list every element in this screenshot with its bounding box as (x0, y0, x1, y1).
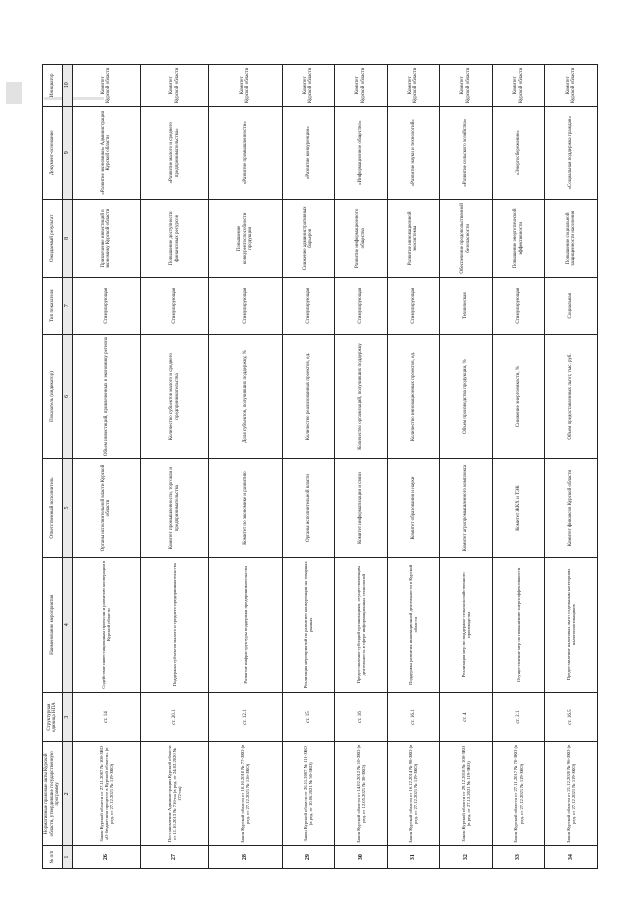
table-cell: Стимулирующая (72, 277, 140, 334)
header-cell: Ответственный исполнитель (43, 459, 63, 558)
table-cell: Развитие инновационной экосистемы (387, 199, 440, 277)
table-cell: Снижение энергоемкости, % (492, 334, 545, 458)
table-cell: Повышение социальной защищенности населения (545, 199, 598, 277)
table-cell: ст. 12.1 (209, 692, 282, 742)
scan-speck (6, 82, 22, 104)
table-cell: Закон Курской области от 27.11.2007 № 108-ЗКО «О бюджетном процессе в Курской области» (в ред. от 27.12.2021 № 119-ЗКО) (72, 742, 140, 846)
header-cell: Наименование мероприятия (43, 557, 63, 692)
table-row (209, 65, 282, 869)
column-number-row (62, 65, 72, 869)
table-cell: Социальная (545, 277, 598, 334)
table-cell: ст. 20.1 (141, 692, 209, 742)
program-table (42, 64, 598, 869)
table-cell: Объем инвестиций, привлеченных в экономику региона (72, 334, 140, 458)
table-cell: Комитет промышленности, торговли и предпринимательства (141, 459, 209, 558)
header-cell: № п/п (43, 846, 63, 869)
table-cell: Комитет Курской области (545, 65, 598, 107)
table-cell: Снижение административных барьеров (282, 199, 335, 277)
header-cell: Ожидаемый результат (43, 199, 63, 277)
table-cell: «Социальная поддержка граждан» (545, 106, 598, 199)
table-cell: Реализация мер по поддержке сельскохозяйственного производства (440, 557, 493, 692)
table-cell: Закон Курской области от 21.12.2020 № 96-ЗКО (в ред. от 27.12.2021 № 119-ЗКО) (545, 742, 598, 846)
table-cell: Содействие инвестиционным проектам и развитию кооперации в Курской области (72, 557, 140, 692)
row-number-cell: 26 (72, 846, 140, 869)
table-cell: «Развитие промышленности» (209, 106, 282, 199)
table-cell: Объем производства продукции, % (440, 334, 493, 458)
table-cell: «Развитие сельского хозяйства» (440, 106, 493, 199)
table-cell: Комитет Курской области (141, 65, 209, 107)
header-cell: Показатель (индикатор) (43, 334, 63, 458)
table-cell: «Развитие малого и среднего предпринимательства» (141, 106, 209, 199)
table-cell: Стимулирующая (141, 277, 209, 334)
column-number: 7 (62, 277, 72, 334)
table-cell: Развитие инфраструктуры поддержки предпринимательства (209, 557, 282, 692)
table-cell: ст. 16 (335, 692, 388, 742)
row-number-cell: 34 (545, 846, 598, 869)
table-cell: Закон Курской области от 29.12.2018 № 108-ЗКО (в ред. от 27.12.2021 № 119-ЗКО) (440, 742, 493, 846)
column-number: 3 (62, 692, 72, 742)
table-cell: Комитет образования и науки (387, 459, 440, 558)
header-cell: Документ-основание (43, 106, 63, 199)
table-cell: Количество реализованных проектов, ед. (282, 334, 335, 458)
table-cell: Комитет Курской области (209, 65, 282, 107)
table-cell: Комитет информатизации и связи (335, 459, 388, 558)
table-cell: Закон Курской области от 18.10.2010 № 77-ЗКО (в ред. от 27.12.2021 № 116-ЗКО) (209, 742, 282, 846)
table-cell: Техническая (440, 277, 493, 334)
table-cell: Стимулирующая (335, 277, 388, 334)
table-cell: Постановление Администрации Курской области от 11.10.2013 № 716-па (в ред. от 24.02.2020 № 172-па) (141, 742, 209, 846)
table-cell: Доля субъектов, получивших поддержку, % (209, 334, 282, 458)
table-cell: Предоставление субсидий организациям, осуществляющим деятельность в сфере информационных технологий (335, 557, 388, 692)
table-row (72, 65, 140, 869)
table-cell: Комитет ЖКХ и ТЭК (492, 459, 545, 558)
column-number: 6 (62, 334, 72, 458)
column-number: 2 (62, 742, 72, 846)
column-number: 9 (62, 106, 72, 199)
table-cell: «Информационное общество» (335, 106, 388, 199)
table-cell: ст. 4 (440, 692, 493, 742)
table-cell: Привлечение инвестиций в экономику Курской области (72, 199, 140, 277)
table-cell: Повышение энергетической эффективности (492, 199, 545, 277)
column-number: 4 (62, 557, 72, 692)
table-cell: Объем предоставленных льгот, тыс. руб. (545, 334, 598, 458)
header-cell: Инициатор (43, 65, 63, 107)
table-cell: ст. 16.1 (387, 692, 440, 742)
table-cell: Повышение конкурентоспособности продукции (209, 199, 282, 277)
table-cell: Комитет финансов Курской области (545, 459, 598, 558)
row-number-cell: 31 (387, 846, 440, 869)
column-number: 10 (62, 65, 72, 107)
table-cell: Комитет Курской области (72, 65, 140, 107)
table-row (335, 65, 388, 869)
row-number-cell: 27 (141, 846, 209, 869)
row-number-cell: 29 (282, 846, 335, 869)
table-cell: Обеспечение продовольственной безопасности (440, 199, 493, 277)
table-row (387, 65, 440, 869)
table-cell: Закон Курской области от 14.02.2012 № 10-ЗКО (в ред. от 12.05.2021 № 38-ЗКО) (335, 742, 388, 846)
column-number: 8 (62, 199, 72, 277)
row-number-cell: 32 (440, 846, 493, 869)
table-cell: Поддержка субъектов малого и среднего предпринимательства (141, 557, 209, 692)
table-cell: Стимулирующая (209, 277, 282, 334)
column-number: 1 (62, 846, 72, 869)
table-cell: «Развитие экономики» Администрации Курской области (72, 106, 140, 199)
table-row (545, 65, 598, 869)
table-row (141, 65, 209, 869)
table-cell: ст. 16.5 (545, 692, 598, 742)
table-row (492, 65, 545, 869)
row-number-cell: 28 (209, 846, 282, 869)
table-cell: Закон Курской области от 26.11.2007 № 111-ЗКО (в ред. от 10.06.2021 № 50-ЗКО) (282, 742, 335, 846)
table-cell: ст. 14 (72, 692, 140, 742)
table-cell: Предоставление налоговых льгот отдельным категориям налогоплательщиков (545, 557, 598, 692)
table-body (72, 65, 597, 869)
table-cell: Комитет Курской области (335, 65, 388, 107)
row-number-cell: 33 (492, 846, 545, 869)
table-cell: Развитие информационного общества (335, 199, 388, 277)
table-cell: «Развитие конкуренции» (282, 106, 335, 199)
table-cell: Закон Курской области от 27.11.2017 № 70-ЗКО (в ред. от 27.12.2021 № 119-ЗКО) (492, 742, 545, 846)
table-cell: Закон Курской области от 16.12.2014 № 98-ЗКО (в ред. от 27.12.2021 № 119-ЗКО) (387, 742, 440, 846)
table-cell: «Энергосбережение» (492, 106, 545, 199)
table-cell: Органы исполнительной власти (282, 459, 335, 558)
table-cell: Комитет Курской области (387, 65, 440, 107)
table-cell: Стимулирующая (492, 277, 545, 334)
table-cell: Комитет Курской области (282, 65, 335, 107)
rotated-table-wrapper (42, 64, 598, 869)
table-cell: Повышение доступности финансовых ресурсов (141, 199, 209, 277)
table-row (440, 65, 493, 869)
table-cell: Комитет Курской области (440, 65, 493, 107)
table-cell: Стимулирующая (282, 277, 335, 334)
table-header-row (43, 65, 63, 869)
table-cell: Количество инновационных проектов, ед. (387, 334, 440, 458)
table-cell: Поддержка развития инновационной деятельности в Курской области (387, 557, 440, 692)
table-cell: Комитет по экономике и развитию (209, 459, 282, 558)
table-cell: Стимулирующая (387, 277, 440, 334)
table-cell: «Развитие науки и технологий» (387, 106, 440, 199)
column-number: 5 (62, 459, 72, 558)
table-cell: Комитет Курской области (492, 65, 545, 107)
row-number-cell: 30 (335, 846, 388, 869)
header-cell: Структурная единица НПА (43, 692, 63, 742)
table-cell: Органы исполнительной власти Курской области (72, 459, 140, 558)
header-cell: Тип показателя (43, 277, 63, 334)
header-cell: Нормативные правовые акты Курской области, утвердившие государственную программу (43, 742, 63, 846)
table-cell: Количество субъектов малого и среднего предпринимательства (141, 334, 209, 458)
table-cell: ст. 15 (282, 692, 335, 742)
table-row (282, 65, 335, 869)
table-cell: Количество организаций, получивших поддержку (335, 334, 388, 458)
table-cell: ст. 2.1 (492, 692, 545, 742)
table-cell: Осуществление мер по повышению энергоэффективности (492, 557, 545, 692)
table-cell: Реализация мероприятий по развитию конкуренции на товарных рынках (282, 557, 335, 692)
table-cell: Комитет агропромышленного комплекса (440, 459, 493, 558)
